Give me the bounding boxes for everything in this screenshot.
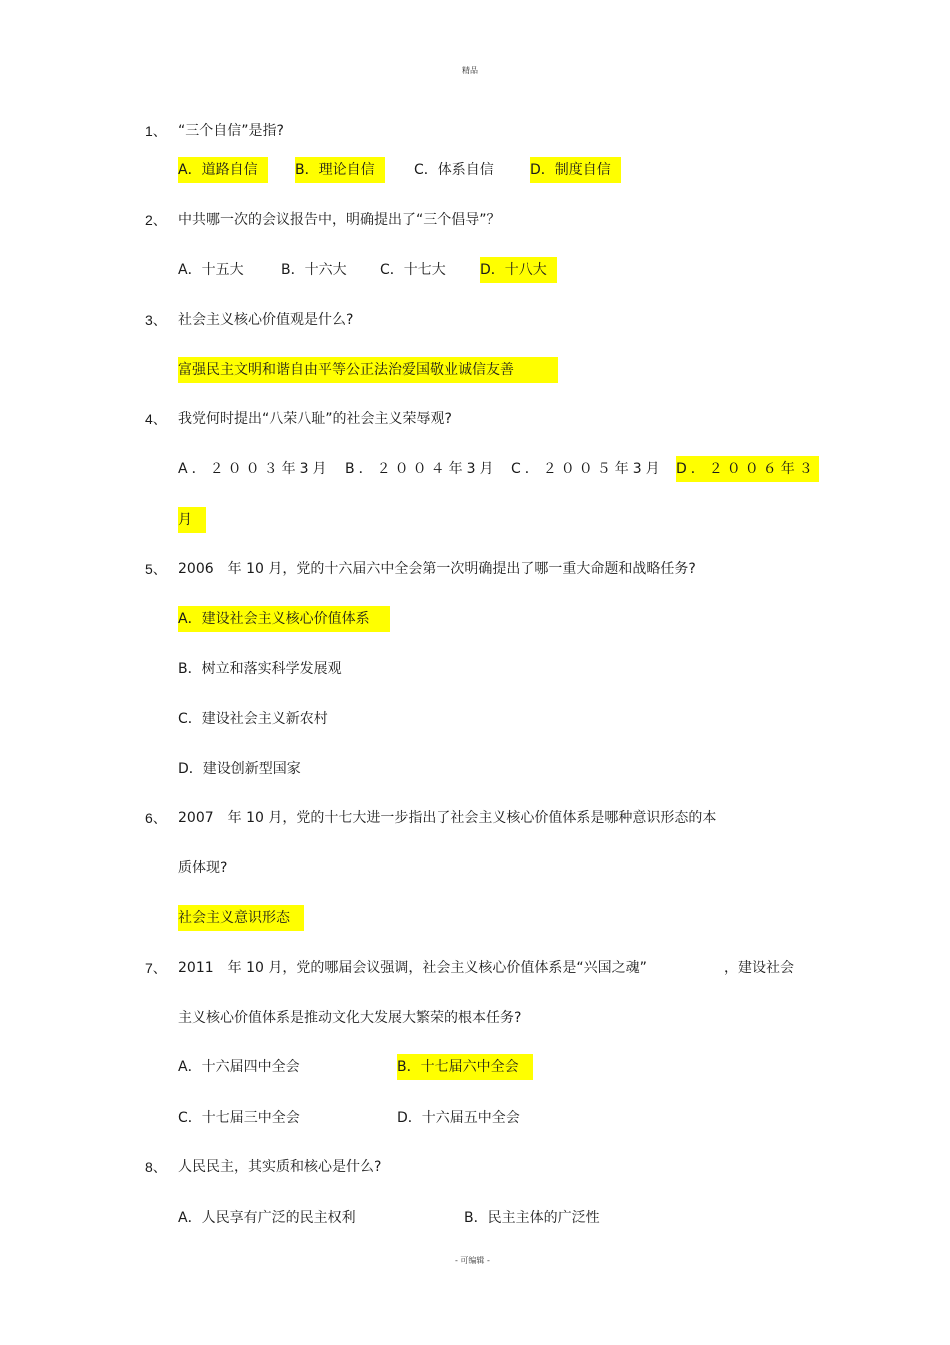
question-text: 2011 年 10 月，党的哪届会议强调，社会主义核心价值体系是“兴国之魂”: [178, 960, 647, 976]
option-a: A．建设社会主义核心价值体系: [178, 606, 390, 632]
option-d: D．建设创新型国家: [178, 761, 301, 777]
question-number: 4、: [145, 411, 167, 427]
option-b: B．民主主体的广泛性: [464, 1210, 600, 1226]
question-text: 2006 年 10 月，党的十六届六中全会第一次明确提出了哪一重大命题和战略任务?: [178, 561, 696, 577]
question-number: 6、: [145, 810, 167, 826]
option-c: C．十七大: [380, 262, 446, 278]
question-text: 2007 年 10 月，党的十七大进一步指出了社会主义核心价值体系是哪种意识形态的本: [178, 810, 717, 826]
option-a: A．十六届四中全会: [178, 1059, 300, 1075]
question-text-continued: 主义核心价值体系是推动文化大发展大繁荣的根本任务?: [178, 1010, 522, 1026]
question-number: 3、: [145, 312, 167, 328]
option-d: D．十八大: [480, 257, 557, 283]
question-number: 5、: [145, 561, 167, 577]
option-d: D．２００６年３: [676, 456, 819, 482]
page-header: 精品: [462, 66, 478, 75]
option-a: A．２００３年3月: [178, 461, 331, 477]
question-number: 8、: [145, 1159, 167, 1175]
question-text: “三个自信”是指?: [178, 123, 284, 139]
page-footer: - 可编辑 -: [455, 1256, 490, 1265]
option-a: A．道路自信: [178, 157, 268, 183]
question-text: 人民民主，其实质和核心是什么?: [178, 1159, 382, 1175]
option-a: A．人民享有广泛的民主权利: [178, 1210, 356, 1226]
question-text: 中共哪一次的会议报告中，明确提出了“三个倡导”？: [178, 212, 501, 228]
option-b: B．十六大: [281, 262, 347, 278]
question-text: 社会主义核心价值观是什么?: [178, 312, 354, 328]
option-c: C．建设社会主义新农村: [178, 711, 328, 727]
option-d-continued: 月: [178, 507, 206, 533]
option-c: C．体系自信: [414, 162, 494, 178]
option-c: C．２００５年3月: [511, 461, 664, 477]
question-number: 2、: [145, 212, 167, 228]
question-number: 7、: [145, 960, 167, 976]
question-text-continued: 质体现?: [178, 860, 228, 876]
option-a: A．十五大: [178, 262, 244, 278]
option-b: B．十七届六中全会: [397, 1054, 533, 1080]
option-b: B．理论自信: [295, 157, 385, 183]
option-d: D．十六届五中全会: [397, 1110, 520, 1126]
option-b: B．树立和落实科学发展观: [178, 661, 342, 677]
answer-text: 富强民主文明和谐自由平等公正法治爱国敬业诚信友善: [178, 357, 558, 383]
option-c: C．十七届三中全会: [178, 1110, 300, 1126]
question-text: 我党何时提出“八荣八耻”的社会主义荣辱观?: [178, 411, 452, 427]
answer-text: 社会主义意识形态: [178, 905, 304, 931]
question-text-tail: ，建设社会: [724, 960, 794, 976]
option-b: B．２００４年3月: [345, 461, 498, 477]
option-d: D．制度自信: [530, 157, 621, 183]
question-number: 1、: [145, 123, 167, 139]
